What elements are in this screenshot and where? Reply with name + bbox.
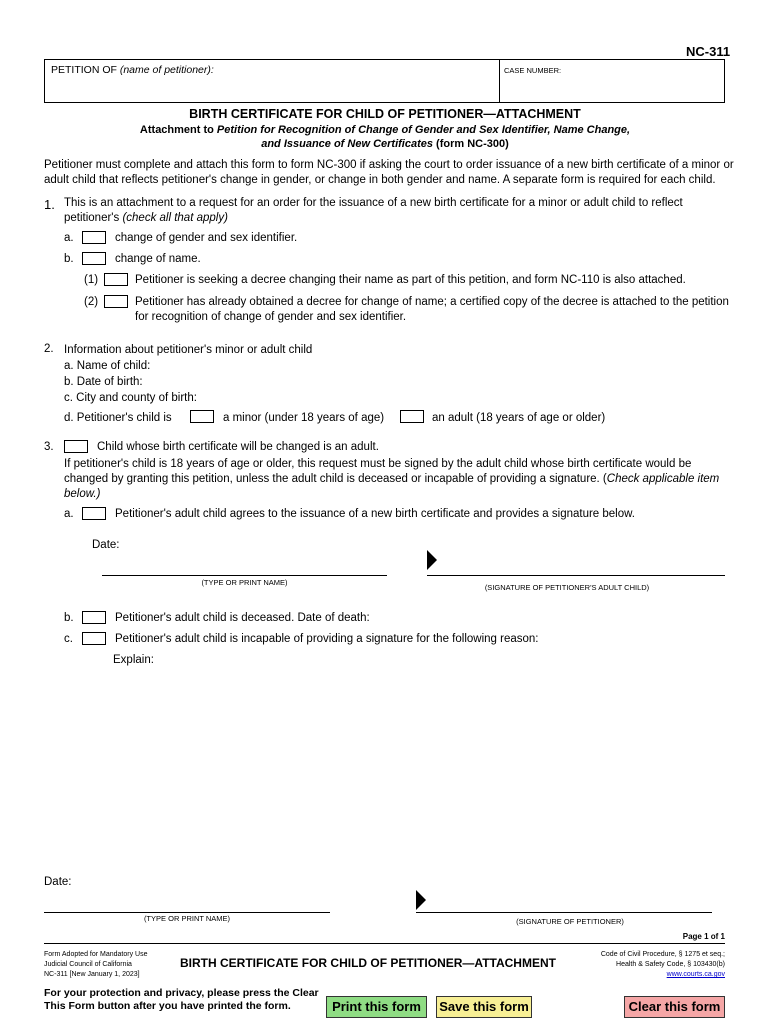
subtitle-petition-name: Petition for Recognition of Change of Gender and Sex Identifier, Name Change, [216,124,631,136]
header-box [44,59,725,103]
item1-check-hint: (check all that apply) [122,212,228,224]
item2-city-county[interactable]: c. City and county of birth: [64,392,197,404]
courts-website-link[interactable]: www.courts.ca.gov [666,971,725,978]
petitioner-name-line[interactable] [44,912,330,913]
item1-text [64,196,734,226]
petitioner-type-print-caption: (TYPE OR PRINT NAME) [143,914,231,923]
item2-date-of-birth[interactable]: b. Date of birth: [64,376,143,388]
item3-type-print-caption: (TYPE OR PRINT NAME) [201,578,288,587]
intro-line-2: adult child that reflects petitioner's change in gender, or change in both gender and name. A separate form is required for each child. [44,174,716,186]
item1-b2-text [135,295,735,325]
subtitle-suffix: (form NC-300) [432,138,509,150]
subtitle-petition-name-cont: and Issuance of New Certificates [261,138,433,150]
item1-b-label: b. [64,253,74,265]
form-title: BIRTH CERTIFICATE FOR CHILD OF PETITIONER—ATTACHMENT [189,107,581,121]
save-form-button[interactable]: Save this form [436,996,532,1018]
explain-textarea[interactable] [113,670,725,860]
item3-checkbox[interactable] [64,440,88,453]
privacy-line-2: This Form button after you have printed the form. [44,1000,291,1012]
item1-b1-label: (1) [84,274,99,286]
item1-line-1: This is an attachment to a request for an order for the issuance of a new birth certificate for a minor or adult child to reflect [64,197,683,209]
item1-line2-prefix: petitioner's [64,212,123,224]
item3-c-label: c. [64,633,73,645]
petitioner-signature-caption: (SIGNATURE OF PETITIONER) [516,917,624,926]
item2-adult-text: an adult (18 years of age or older) [432,412,606,424]
item1-b2-label: (2) [84,296,99,308]
item3-a-label: a. [64,508,74,520]
item2-heading: Information about petitioner's minor or adult child [64,344,313,356]
item1-b1-text: Petitioner is seeking a decree changing their name as part of this petition, and form NC-110 is also attached. [135,274,686,286]
adopted-line-2: Judicial Council of California [44,961,132,968]
item3-signature-line[interactable] [427,575,725,576]
item3-date-label[interactable]: Date: [92,539,120,551]
petition-of-field[interactable] [51,64,214,76]
privacy-notice [44,987,319,1013]
item3-a-text: Petitioner's adult child agrees to the issuance of a new birth certificate and provides a signature below. [115,508,635,520]
subtitle-line-2 [0,138,770,150]
form-adopted-info [44,950,148,980]
item3-b-text: Petitioner's adult child is deceased. Date of death: [115,612,370,624]
subtitle-prefix: Attachment to [139,124,217,136]
item2-adult-checkbox[interactable] [400,410,424,423]
item3-check-hint-cont: below.) [64,488,101,500]
explain-label: Explain: [113,654,154,666]
subtitle-line-1 [0,124,770,136]
petitioner-signature-line[interactable] [416,912,712,913]
item3-heading: Child whose birth certificate will be changed is an adult. [97,441,379,453]
intro-line-1: Petitioner must complete and attach this form to form NC-300 if asking the court to order issuance of a new birth certificate of a minor or [44,159,734,171]
item2-minor-text: a minor (under 18 years of age) [223,412,385,424]
item3-check-hint: Check applicable item [606,473,720,485]
item2-minor-checkbox[interactable] [190,410,214,423]
code-line-1: Code of Civil Procedure, § 1275 et seq.; [600,951,725,958]
privacy-line-1: For your protection and privacy, please press the Clear [44,987,319,999]
intro-text [44,158,734,188]
item3-b-label: b. [64,612,74,624]
footer-rule [44,943,725,944]
petition-label: PETITION OF [51,64,117,76]
item1-a-text: change of gender and sex identifier. [115,232,298,244]
item2-child-name[interactable]: a. Name of child: [64,360,151,372]
item1-number: 1. [44,197,55,212]
footer-title: BIRTH CERTIFICATE FOR CHILD OF PETITIONER—ATTACHMENT [180,956,556,970]
item3-b-checkbox[interactable] [82,611,106,624]
item2-number: 2. [44,343,54,355]
item1-line-2 [64,211,734,226]
adopted-line-3: NC-311 [New January 1, 2023] [44,971,140,978]
page-number: Page 1 of 1 [682,932,725,941]
petitioner-date-label[interactable]: Date: [44,876,72,888]
item3-para-line-2 [64,472,734,487]
code-line-2: Health & Safety Code, § 103430(b) [616,961,725,968]
item1-b-checkbox[interactable] [82,252,106,265]
item3-number: 3. [44,441,54,453]
item3-c-text: Petitioner's adult child is incapable of providing a signature for the following reason: [115,633,539,645]
form-number: NC-311 [686,44,731,59]
item3-name-line[interactable] [102,575,387,576]
item2-child-is-label: d. Petitioner's child is [64,412,172,424]
item3-para-line-1: If petitioner's child is 18 years of age or older, this request must be signed by the adult child whose birth certificate would be [64,458,692,470]
item3-a-checkbox[interactable] [82,507,106,520]
petition-label-hint: (name of petitioner): [119,64,214,76]
item1-b2-checkbox[interactable] [104,295,128,308]
clear-form-button[interactable]: Clear this form [624,996,725,1018]
item1-b-text: change of name. [115,253,201,265]
code-citations [545,950,725,980]
petitioner-signature-arrow-icon [416,890,426,910]
item1-b1-checkbox[interactable] [104,273,128,286]
item1-b2-line-1: Petitioner has already obtained a decree for change of name; a certified copy of the decree is attached to the petition [135,296,729,308]
item3-c-checkbox[interactable] [82,632,106,645]
item1-b2-line-2: for recognition of change of gender and sex identifier. [135,311,407,323]
adopted-line-1: Form Adopted for Mandatory Use [44,951,148,958]
case-number-label[interactable]: CASE NUMBER: [504,66,562,75]
item1-a-checkbox[interactable] [82,231,106,244]
item3-para-line-3 [64,487,734,502]
signature-arrow-icon [427,550,437,570]
header-divider [499,60,500,102]
print-form-button[interactable]: Print this form [326,996,427,1018]
item1-a-label: a. [64,232,74,244]
item3-paragraph [64,457,734,502]
item3-para-line2-text: changed by granting this petition, unless the adult child is deceased or incapable of providing a signature. ( [64,473,607,485]
item3-signature-caption: (SIGNATURE OF PETITIONER'S ADULT CHILD) [484,583,650,592]
